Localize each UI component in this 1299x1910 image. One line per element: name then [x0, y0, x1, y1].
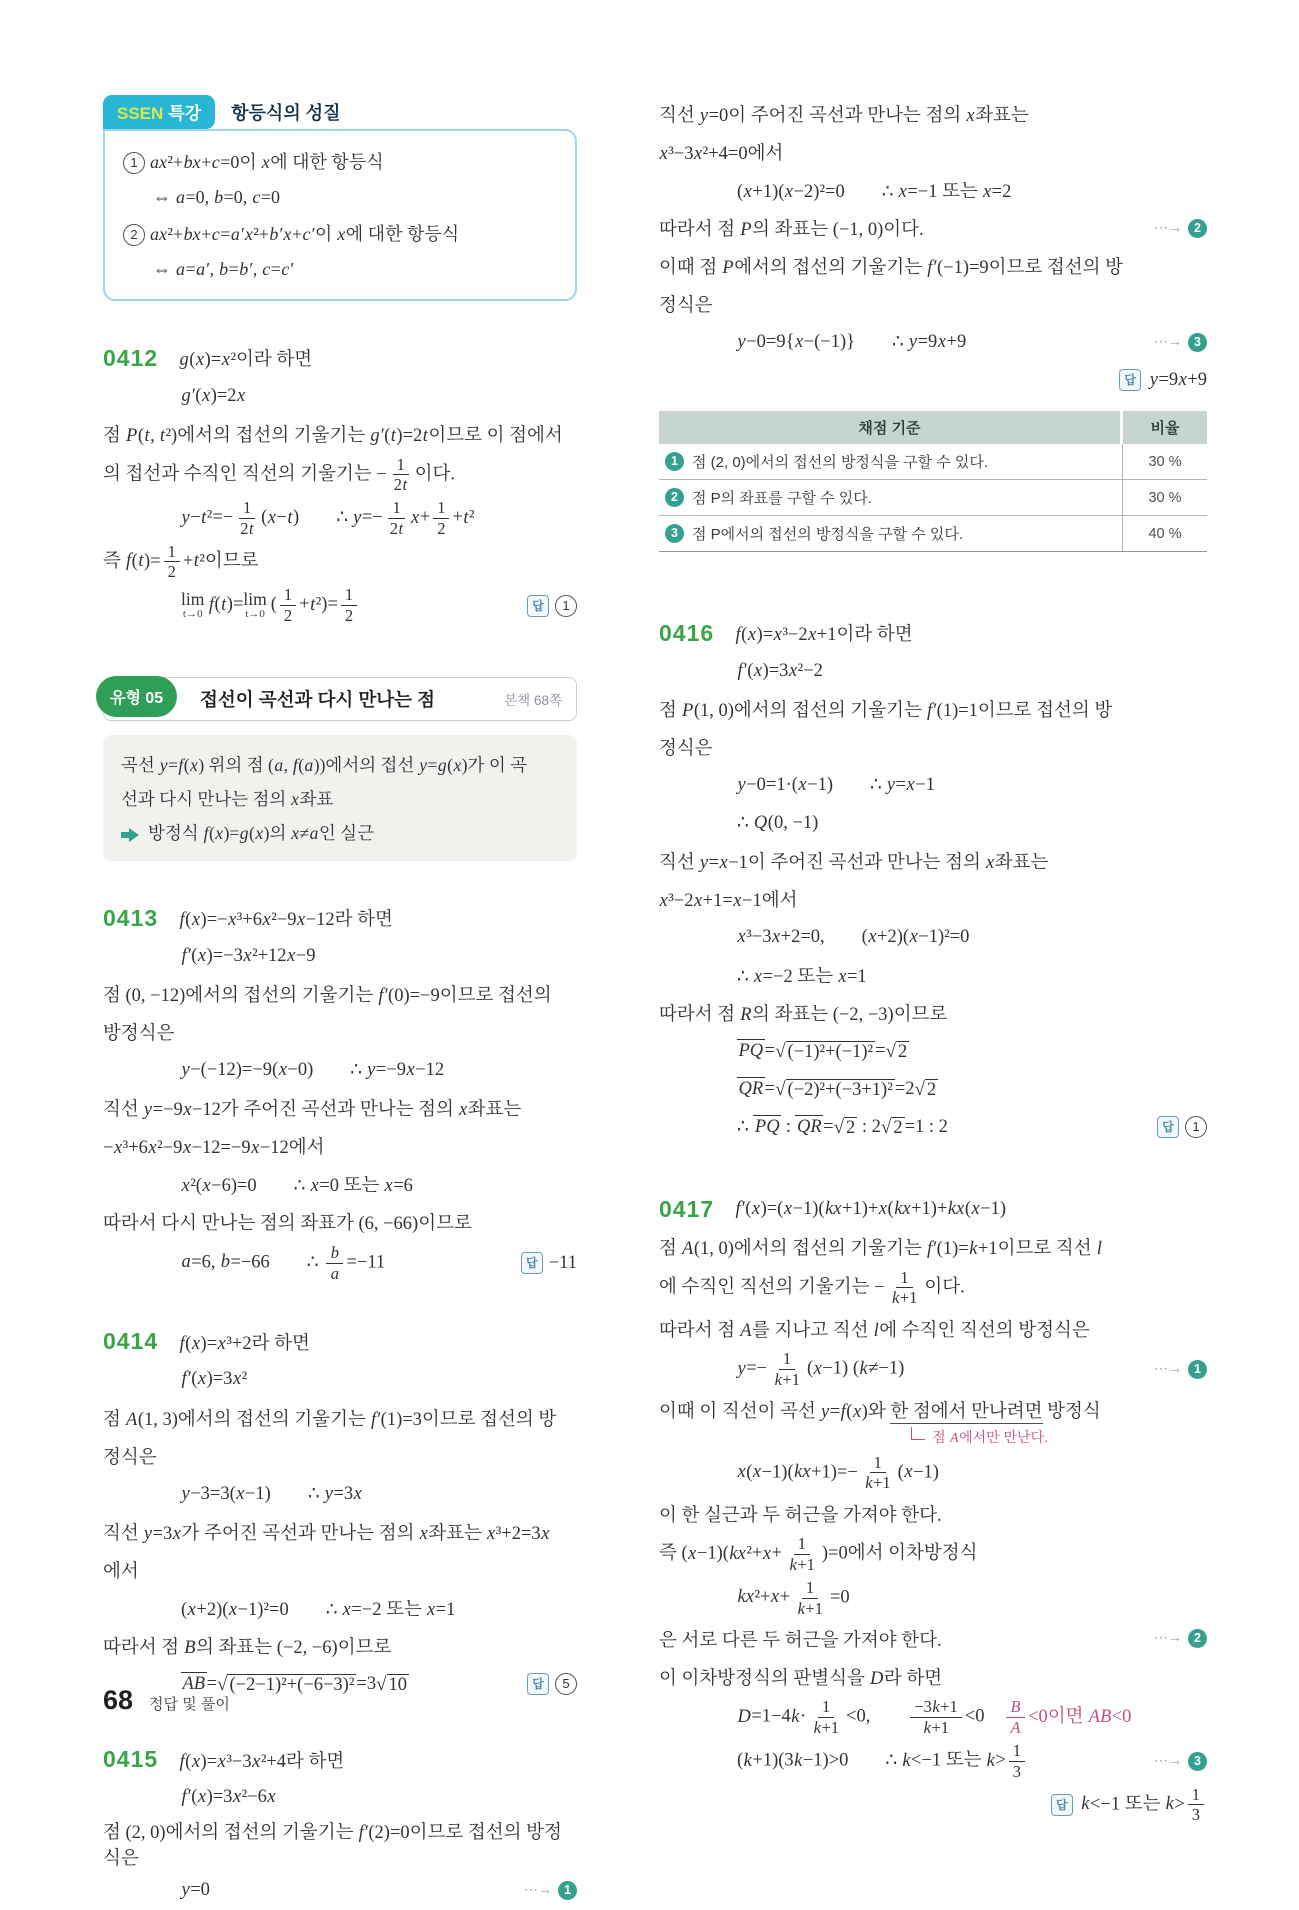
sqrt-expression: √ 2	[833, 1117, 856, 1138]
line-text: 의 접선과 수직인 직선의 기울기는 − $\frac{1}{2t}$ 이다.	[103, 454, 455, 495]
line-text: 점 P(1, 0)에서의 접선의 기울기는 f′(1)=1이므로 접선의 방	[659, 701, 1113, 721]
problem-head	[103, 339, 577, 377]
problem-number: 0414	[103, 1328, 159, 1355]
solution-line	[659, 1533, 1207, 1577]
solution-line	[659, 361, 1207, 399]
annotation-note	[911, 1425, 1207, 1449]
ssen-badge	[103, 95, 215, 129]
line-text: a=6, b=−66 ∴ $\frac{b}{a}$ =−11	[181, 1242, 386, 1283]
fraction: $\frac{1}{2}$	[164, 542, 180, 583]
line-text: 직선 y=x−1이 주어진 곡선과 만나는 점의 x좌표는	[659, 853, 1049, 873]
solution-line	[659, 1266, 1207, 1310]
line-text: 정식은	[659, 296, 713, 316]
grading-table-row	[659, 444, 1207, 480]
fraction: $\frac{1}{k+1}$	[892, 1267, 918, 1308]
solution-line	[103, 1127, 577, 1165]
grading-criteria-text: 점 P의 좌표를 구할 수 있다.	[692, 490, 872, 507]
answer-icon: 답	[1119, 369, 1141, 391]
solution-line	[659, 1310, 1207, 1348]
pink-annotation: $\frac{B}{A}$ <0이면 AB<0	[1003, 1707, 1131, 1727]
dots-arrow-icon: ⋯→	[1154, 220, 1182, 236]
step-badge-icon: 2	[665, 488, 684, 507]
solution-line	[659, 1783, 1207, 1827]
line-text: 방정식 f(x)=g(x)의 x≠a인 실근	[121, 820, 374, 845]
solution-line	[659, 209, 1207, 247]
elbow-connector-icon	[911, 1427, 925, 1440]
fraction: $\frac{1}{2t}$	[389, 498, 404, 538]
solution-line	[179, 1323, 577, 1361]
problem-0415	[103, 1741, 577, 1910]
type-header	[103, 677, 577, 721]
fraction: $\frac{1}{2}$	[280, 585, 296, 626]
line-end-marker	[1144, 1360, 1207, 1379]
type-book-ref: 본책 68쪽	[504, 693, 562, 709]
answer-text: y=9x+9	[1149, 369, 1207, 390]
grading-ratio-cell: 40 %	[1122, 516, 1207, 551]
step-badge-icon: 3	[1188, 333, 1207, 352]
type-info-box	[103, 735, 577, 861]
solution-line	[659, 285, 1207, 323]
line-text: kx²+x+ $\frac{1}{k+1}$ =0	[737, 1577, 850, 1618]
solution-line	[103, 377, 577, 415]
line-text: 에서	[103, 1561, 139, 1582]
solution-line	[103, 1779, 577, 1817]
grading-ratio-cell: 30 %	[1122, 480, 1207, 515]
solution-line	[121, 747, 559, 781]
answer-value	[555, 595, 577, 617]
solution-line	[659, 728, 1207, 766]
sqrt-expression: √ (−1)²+(−1)²	[775, 1041, 874, 1062]
line-text: ∴ PQ : QR= √ 2 : 2 √ 2 =1 : 2	[737, 1117, 948, 1138]
solution-line	[659, 804, 1207, 842]
solution-line	[659, 994, 1207, 1032]
solution-line	[103, 1589, 577, 1627]
solution-line	[123, 143, 557, 179]
dots-arrow-icon: ⋯→	[1154, 1361, 1182, 1377]
line-text: 점 A(1, 0)에서의 접선의 기울기는 f′(1)=k+1이므로 직선 l	[659, 1239, 1102, 1259]
solution-line	[103, 1551, 577, 1589]
line-text: 2 ax²+bx+c=a′x²+b′x+c′이 x에 대한 항등식	[123, 220, 459, 247]
step-badge-icon: 1	[665, 452, 684, 471]
problem-0414	[103, 1323, 577, 1703]
answer-icon: 답	[521, 1252, 543, 1274]
right-column	[659, 95, 1207, 1827]
step-badge-icon: 2	[1188, 219, 1207, 238]
answer-icon: 답	[1157, 1116, 1179, 1138]
choice-number-icon: 5	[555, 1673, 577, 1695]
radical-icon: √	[833, 1117, 845, 1138]
line-text: 에 수직인 직선의 기울기는 − $\frac{1}{k+1}$ 이다.	[659, 1267, 965, 1308]
solution-line	[103, 1051, 577, 1089]
line-text: 정식은	[103, 1447, 157, 1468]
line-text: 직선 y=3x가 주어진 곡선과 만나는 점의 x좌표는 x³+2=3x	[103, 1523, 550, 1544]
segment-overline: QR	[796, 1117, 822, 1137]
solution-line	[659, 133, 1207, 171]
solution-line	[659, 1696, 1207, 1740]
line-text: 직선 y=0이 주어진 곡선과 만나는 점의 x좌표는	[659, 106, 1029, 126]
line-end-marker	[517, 595, 577, 617]
solution-line	[103, 1627, 577, 1665]
line-text: x(x−1)(kx+1)=− $\frac{1}{k+1}$ (x−1)	[737, 1452, 939, 1493]
line-text: y=0	[181, 1880, 210, 1901]
line-text: x³−3x+2=0, (x+2)(x−1)²=0	[737, 926, 970, 947]
choice-number-icon: 2	[123, 224, 145, 246]
sqrt-expression: √ 2	[880, 1117, 903, 1138]
solution-line	[123, 215, 557, 251]
line-text: (k+1)(3k−1)>0 ∴ k<−1 또는 k> $\frac{1}{3}$	[737, 1741, 1028, 1782]
line-text: f′(x)=3x²	[181, 1369, 248, 1390]
solution-line	[123, 251, 557, 287]
solution-line	[103, 1361, 577, 1399]
solution-line	[179, 339, 577, 377]
line-end-marker	[1144, 1752, 1207, 1771]
grading-criteria-cell	[659, 447, 1122, 476]
line-text: 따라서 점 B의 좌표는 (−2, −6)이므로	[103, 1637, 392, 1658]
line-text: ⇔ a=0, b=0, c=0	[153, 186, 280, 207]
fraction: $\frac{1}{k+1}$	[774, 1349, 800, 1389]
solution-line	[659, 1391, 1207, 1429]
line-text: −x³+6x²−9x−12=−9x−12에서	[103, 1138, 325, 1159]
page-footer	[103, 1685, 230, 1716]
solution-line	[103, 584, 577, 628]
grading-criteria-text: 점 P에서의 접선의 방정식을 구할 수 있다.	[692, 526, 964, 543]
limit-expression: lim t→0	[243, 588, 267, 621]
radical-icon: √	[914, 1079, 925, 1100]
solution-line	[103, 1399, 577, 1437]
line-text: f(x)=−x³+6x²−9x−12라 하면	[179, 910, 393, 931]
fraction: $\frac{1}{k+1}$	[865, 1452, 891, 1493]
line-text: 정식은	[659, 739, 713, 759]
line-text: 이때 점 P에서의 접선의 기울기는 f′(−1)=9이므로 접선의 방	[659, 258, 1124, 278]
solution-line	[659, 1576, 1207, 1620]
fraction: $\frac{-3k+1}{k+1}$	[910, 1697, 961, 1738]
solution-line	[103, 1817, 577, 1872]
fraction: $\frac{1}{k+1}$	[789, 1534, 815, 1575]
line-text: y−(−12)=−9(x−0) ∴ y=−9x−12	[181, 1060, 445, 1081]
line-text: 점 (0, −12)에서의 접선의 기울기는 f′(0)=−9이므로 접선의	[103, 986, 552, 1007]
line-text: g′(x)=2x	[181, 385, 246, 406]
answer-value	[1185, 1116, 1207, 1138]
fraction: $\frac{1}{k+1}$	[813, 1697, 840, 1738]
type-badge: 유형 05	[96, 676, 177, 717]
line-text: 따라서 점 A를 지나고 직선 l에 수직인 직선의 방정식은	[659, 1320, 1090, 1341]
solution-line	[659, 1620, 1207, 1658]
fraction: $\frac{b}{a}$	[326, 1243, 343, 1284]
line-end-marker	[517, 1673, 577, 1695]
line-text: 방정식은	[103, 1024, 175, 1045]
grading-table-row	[659, 516, 1207, 552]
left-column	[103, 95, 577, 1910]
line-text: 이때 이 직선이 곡선 y=f(x)와 한 점에서 만나려면 방정식	[659, 1402, 1101, 1423]
solution-line	[103, 1241, 577, 1285]
solution-line	[659, 956, 1207, 994]
segment-overline: PQ	[754, 1117, 780, 1137]
solution-line	[103, 415, 577, 453]
grading-ratio-header: 비율	[1123, 411, 1207, 444]
line-end-marker	[1144, 219, 1207, 238]
solution-line	[659, 918, 1207, 956]
line-text: 선과 다시 만나는 점의 x좌표	[121, 788, 334, 809]
answer-value	[555, 1673, 577, 1695]
line-text: f′(x)=−3x²+12x−9	[181, 945, 316, 966]
line-text: f(x)=x³−3x²+4라 하면	[179, 1751, 345, 1772]
problem-number: 0412	[103, 344, 159, 371]
line-text: f′(x)=3x²−6x	[181, 1787, 276, 1808]
solution-line	[659, 247, 1207, 285]
answer-icon: 답	[1051, 1794, 1073, 1816]
sqrt-expression: √ (−2)²+(−3+1)²	[775, 1079, 893, 1100]
fraction: $\frac{1}{3}$	[1188, 1785, 1204, 1826]
solution-line	[103, 453, 577, 497]
line-end-marker	[1147, 1116, 1207, 1138]
line-text: x³−2x+1=x−1에서	[659, 891, 798, 911]
line-end-marker	[511, 1252, 577, 1274]
line-text: 따라서 점 R의 좌표는 (−2, −3)이므로	[659, 1005, 948, 1025]
fraction: $\frac{1}{2}$	[341, 585, 357, 626]
solution-line	[179, 1741, 577, 1779]
line-text: D=1−4k· $\frac{1}{k+1}$ <0, $\frac{-3k+1}{k+1}$ <0 $\frac{B}{A}$ <0이면 AB<0	[737, 1697, 1132, 1738]
radical-icon: √	[376, 1673, 387, 1695]
choice-number-icon: 1	[1185, 1116, 1207, 1138]
solution-line	[659, 766, 1207, 804]
problem-head	[103, 899, 577, 937]
step-badge-icon: 2	[1188, 1629, 1207, 1648]
grading-table-header	[659, 411, 1207, 444]
problem-head	[659, 614, 1207, 652]
ssen-brand-label: SSEN	[117, 104, 164, 123]
line-text: 이 한 실근과 두 허근을 가져야 한다.	[659, 1505, 942, 1526]
grading-table-body	[659, 444, 1207, 552]
problem-0412	[103, 339, 577, 627]
sqrt-expression: √ 10	[376, 1673, 408, 1695]
dots-arrow-icon: ⋯→	[524, 1883, 552, 1899]
special-lecture-title: 항등식의 성질	[231, 103, 341, 123]
special-lecture-header	[103, 95, 577, 129]
line-text: 점 A(1, 3)에서의 접선의 기울기는 f′(1)=3이므로 접선의 방	[103, 1409, 557, 1430]
problem-0415-continuation	[659, 95, 1207, 399]
fraction: $\frac{B}{A}$	[1006, 1697, 1025, 1738]
line-text: y−t²=− $\frac{1}{2t}$ (x−t) ∴ y=− $\frac{1}{2t}$ x+ $\frac{1}{2}$ +t²	[181, 498, 475, 538]
segment-overline: PQ	[738, 1041, 764, 1061]
line-text: x³−3x²+4=0에서	[659, 144, 784, 164]
solution-line	[735, 614, 1207, 652]
choice-number-icon: 1	[555, 595, 577, 617]
line-text: 따라서 다시 만나는 점의 좌표가 (6, −66)이므로	[103, 1214, 472, 1235]
grading-table-row	[659, 480, 1207, 516]
line-text: ⇔ a=a′, b=b′, c=c′	[153, 258, 294, 279]
segment-overline: QR	[738, 1079, 764, 1099]
radical-icon: √	[885, 1041, 896, 1062]
problem-number: 0415	[103, 1746, 159, 1773]
solution-line	[659, 1228, 1207, 1266]
solution-line	[103, 1089, 577, 1127]
solution-line	[121, 815, 559, 849]
line-text: y=− $\frac{1}{k+1}$ (x−1) (k≠−1)	[737, 1349, 905, 1389]
solution-line	[659, 690, 1207, 728]
step-badge-icon: 1	[558, 1881, 577, 1900]
line-end-marker	[1144, 333, 1207, 352]
line-text: (x+2)(x−1)²=0 ∴ x=−2 또는 x=1	[181, 1599, 456, 1620]
solution-line	[659, 1740, 1207, 1784]
sqrt-expression: √ 2	[885, 1041, 908, 1062]
fraction: $\frac{1}{2t}$	[393, 454, 408, 495]
line-text: 점 P(t, t²)에서의 접선의 기울기는 g′(t)=2t이므로 이 점에서	[103, 426, 563, 446]
solution-line	[659, 842, 1207, 880]
line-text: 이 이차방정식의 판별식을 D라 하면	[659, 1668, 943, 1689]
segment-overline: AB	[182, 1673, 206, 1694]
solution-line	[659, 1495, 1207, 1533]
step-badge-icon: 1	[1188, 1360, 1207, 1379]
solution-line	[103, 1437, 577, 1475]
fraction: $\frac{1}{2t}$	[240, 498, 254, 538]
problem-0416	[659, 614, 1207, 1146]
line-text: lim t→0 f(t)= lim t→0 ( $\frac{1}{2}$ +t²)= $\frac{1}{2}$	[181, 585, 360, 626]
solution-line	[659, 1348, 1207, 1392]
line-text: f(x)=x³−2x+1이라 하면	[735, 625, 913, 645]
fraction: $\frac{1}{k+1}$	[797, 1577, 823, 1618]
line-text: 직선 y=−9x−12가 주어진 곡선과 만나는 점의 x좌표는	[103, 1100, 522, 1121]
problem-number: 0416	[659, 619, 715, 646]
choice-number-icon: 1	[123, 152, 145, 174]
radical-icon: √	[775, 1041, 786, 1062]
solution-line	[103, 497, 577, 541]
problem-0413	[103, 899, 577, 1285]
line-text: f′(x)=(x−1)(kx+1)+x(kx+1)+kx(x−1)	[735, 1198, 1007, 1219]
fraction: $\frac{1}{3}$	[1009, 1741, 1025, 1782]
fraction: $\frac{1}{2}$	[433, 498, 449, 539]
solution-line	[659, 1658, 1207, 1696]
page-number: 68	[103, 1685, 134, 1715]
answer-value: −11	[548, 1252, 577, 1273]
dots-arrow-icon: ⋯→	[1154, 1753, 1182, 1769]
solution-line	[659, 1070, 1207, 1108]
solution-line	[659, 1032, 1207, 1070]
grading-criteria-cell	[659, 483, 1122, 512]
solution-line	[659, 95, 1207, 133]
solution-line	[659, 1108, 1207, 1146]
problem-number: 0413	[103, 904, 159, 931]
line-text: y−3=3(x−1) ∴ y=3x	[181, 1483, 362, 1504]
grading-criteria-text: 점 (2, 0)에서의 접선의 방정식을 구할 수 있다.	[692, 454, 989, 471]
line-text: f′(x)=3x²−2	[737, 660, 823, 681]
line-text: 즉 (x−1)(kx²+x+ $\frac{1}{k+1}$ )=0에서 이차방정식	[659, 1534, 978, 1575]
solution-line	[179, 899, 577, 937]
line-text: 1 ax²+bx+c=0이 x에 대한 항등식	[123, 148, 384, 175]
line-text: PQ= √ (−1)²+(−1)² = √ 2	[738, 1041, 908, 1062]
special-lecture-box	[103, 95, 577, 301]
solution-line	[659, 1451, 1207, 1495]
dots-arrow-icon: ⋯→	[1154, 334, 1182, 350]
line-text: 따라서 점 P의 좌표는 (−1, 0)이다.	[659, 220, 924, 240]
special-lecture-content	[103, 129, 577, 301]
problem-head	[103, 1741, 577, 1779]
solution-line	[735, 1190, 1207, 1228]
solution-line	[103, 1872, 577, 1910]
step-badge-icon: 3	[1188, 1752, 1207, 1771]
radical-icon: √	[880, 1117, 892, 1138]
solution-line	[103, 1165, 577, 1203]
line-text: 곡선 y=f(x) 위의 점 (a, f(a))에서의 접선 y=g(x)가 이 곡	[121, 754, 528, 775]
grading-ratio-cell: 30 %	[1122, 444, 1207, 479]
line-text: AB= √ (−2−1)²+(−6−3)² =3 √ 10	[182, 1673, 408, 1695]
solution-line	[103, 975, 577, 1013]
solution-line	[103, 540, 577, 584]
solution-line	[659, 323, 1207, 361]
line-text: x²(x−6)=0 ∴ x=0 또는 x=6	[181, 1176, 413, 1197]
problem-head	[103, 1323, 577, 1361]
solution-line	[659, 171, 1207, 209]
arrow-icon	[121, 828, 139, 842]
problem-head	[659, 1190, 1207, 1228]
annotation-text: 점 A에서만 만난다.	[932, 1429, 1048, 1447]
problem-0417	[659, 1190, 1207, 1827]
footer-label: 정답 및 풀이	[149, 1696, 230, 1713]
step-badge-icon: 3	[665, 524, 684, 543]
answer-icon: 답	[527, 595, 549, 617]
underlined-phrase: 한 점에서 만나려면	[890, 1402, 1043, 1423]
line-text: 은 서로 다른 두 허근을 가져야 한다.	[659, 1630, 942, 1651]
line-text: ∴ Q(0, −1)	[737, 813, 819, 833]
problem-number: 0417	[659, 1195, 715, 1222]
line-text: (x+1)(x−2)²=0 ∴ x=−1 또는 x=2	[737, 182, 1012, 202]
line-text: 점 (2, 0)에서의 접선의 기울기는 f′(2)=0이므로 접선의 방정식은	[103, 1823, 562, 1870]
answer-icon: 답	[527, 1673, 549, 1695]
line-text: QR= √ (−2)²+(−3+1)² =2 √ 2	[738, 1079, 937, 1100]
solution-line	[121, 781, 559, 815]
line-text: f(x)=x³+2라 하면	[179, 1333, 310, 1354]
line-end-marker	[514, 1881, 577, 1900]
radical-icon: √	[775, 1079, 786, 1100]
radical-icon: √	[217, 1673, 228, 1695]
limit-expression: lim t→0	[181, 588, 205, 621]
grading-criteria-header: 채점 기준	[659, 411, 1120, 444]
type-title: 접선이 곡선과 다시 만나는 점	[200, 689, 436, 711]
solution-line	[103, 1475, 577, 1513]
solution-line	[103, 1203, 577, 1241]
solution-line	[659, 880, 1207, 918]
line-text: g(x)=x²이라 하면	[179, 350, 313, 370]
solution-line	[103, 937, 577, 975]
line-text: ∴ x=−2 또는 x=1	[737, 967, 867, 987]
ssen-badge-label: 특강	[168, 104, 202, 123]
line-end-marker	[1144, 1629, 1207, 1648]
line-text: y−0=9{x−(−1)} ∴ y=9x+9	[737, 332, 967, 352]
line-text: 즉 f(t)= $\frac{1}{2}$ +t²이므로	[103, 541, 259, 582]
grading-criteria-cell	[659, 519, 1122, 548]
solution-line	[123, 179, 557, 215]
sqrt-expression: √ 2	[914, 1079, 937, 1100]
solution-line	[659, 652, 1207, 690]
dots-arrow-icon: ⋯→	[1154, 1631, 1182, 1647]
line-text: y−0=1·(x−1) ∴ y=x−1	[737, 775, 935, 795]
solution-line	[103, 1513, 577, 1551]
grading-table	[659, 411, 1207, 552]
solution-line	[103, 1013, 577, 1051]
type-section	[103, 677, 577, 861]
sqrt-expression: √ (−2−1)²+(−6−3)²	[217, 1673, 355, 1695]
answer-text: k<−1 또는 k> $\frac{1}{3}$	[1081, 1785, 1207, 1826]
